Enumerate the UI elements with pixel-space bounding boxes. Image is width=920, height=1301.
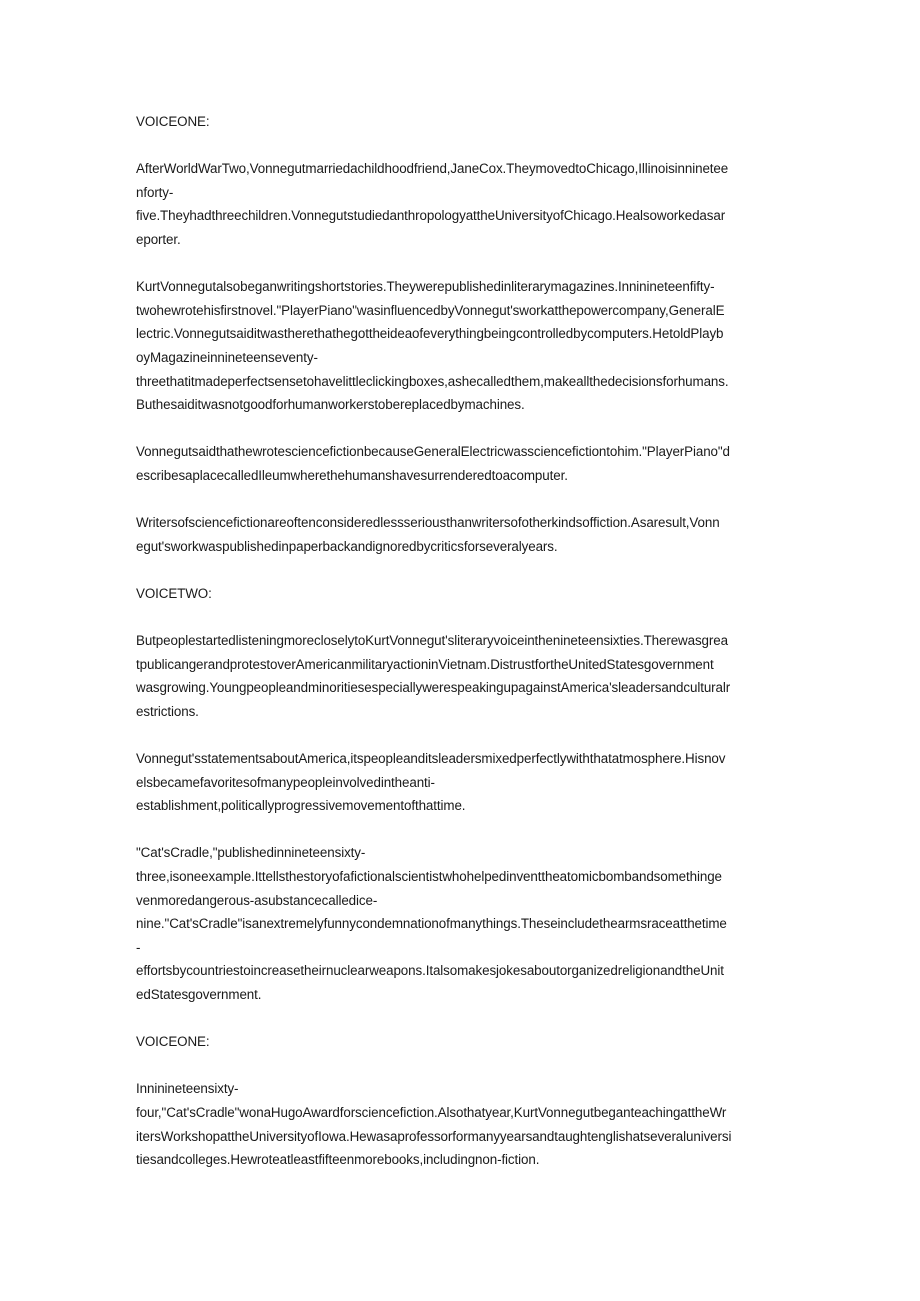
text-line: four,"Cat'sCradle"wonaHugoAwardforsciencefiction.Alsothatyear,KurtVonnegutbeganteachingattheWr [136,1104,727,1120]
text-line: Vonnegut'sstatementsaboutAmerica,itspeopleanditsleadersmixedperfectlywiththatatmosphere.Hisnov [136,751,726,767]
text-line: ButpeoplestartedlisteningmorecloselytoKurtVonnegut'sliteraryvoiceinthenineteensixties.Therewasgrea [136,633,728,649]
text-line: edStatesgovernment. [136,986,262,1002]
text-line: wasgrowing.YoungpeopleandminoritiesespeciallywerespeakingupagainstAmerica'sleadersandculturalr [136,680,731,696]
text-line: VOICEONE: [136,114,210,129]
text-line: KurtVonnegutalsobeganwritingshortstories.Theywerepublishedinliterarymagazines.Inninineteenfifty- [136,279,715,295]
text-line: - [136,939,141,955]
text-line: Inninineteensixty- [136,1081,239,1097]
speaker-heading [136,110,786,134]
paragraph [136,747,786,818]
document-page [136,110,786,1195]
text-line: VonnegutsaidthathewrotesciencefictionbecauseGeneralElectricwassciencefictiontohim."PlayerPiano"d [136,444,730,460]
text-line: VOICEONE: [136,1034,210,1050]
text-line: lectric.Vonnegutsaiditwastherethathegottheideaofeverythingbeingcontrolledbycomputers.HetoldPlayb [136,326,724,342]
paragraph [136,629,786,723]
text-line: three,isoneexample.Ittellsthestoryofafictionalscientistwhohelpedinventtheatomicbombandsomethinge [136,869,722,884]
paragraph [136,157,786,251]
paragraph [136,275,786,417]
text-line: nine."Cat'sCradle"isanextremelyfunnycondemnationofmanythings.Theseincludethearmsraceatthetime [136,916,727,932]
text-line: five.Theyhadthreechildren.VonnegutstudiedanthropologyattheUniversityofChicago.Healsoworkedasar [136,208,726,224]
paragraph [136,1077,786,1171]
text-line: eporter. [136,231,181,247]
text-line: VOICETWO: [136,585,212,601]
paragraph [136,841,786,1006]
text-line: tiesandcolleges.Hewroteatleastfifteenmorebooks,includingnon-fiction. [136,1152,540,1168]
text-line: itersWorkshopattheUniversityofIowa.Hewasaprofessorformanyyearsandtaughtenglishatseveraluniversi [136,1128,732,1144]
text-line: elsbecamefavoritesofmanypeopleinvolvedintheanti- [136,774,435,790]
text-line: escribesaplacecalledIleumwherethehumanshavesurrenderedtoacomputer. [136,467,568,483]
speaker-heading [136,1030,786,1054]
paragraph [136,440,786,487]
text-line: AfterWorldWarTwo,Vonnegutmarriedachildhoodfriend,JaneCox.TheymovedtoChicago,Illinoisinninetee [136,161,729,177]
text-line: effortsbycountriestoincreasetheirnuclearweapons.ItalsomakesjokesaboutorganizedreligionandtheUnit [136,963,724,979]
text-line: establishment,politicallyprogressivemovementofthattime. [136,798,466,814]
paragraph [136,511,786,558]
text-line: Writersofsciencefictionareoftenconsideredlessseriousthanwritersofotherkindsoffiction.Asaresult,Vonn [136,515,720,531]
text-line: estrictions. [136,703,199,719]
text-line: "Cat'sCradle,"publishedinnineteensixty- [136,845,366,861]
text-line: venmoredangerous-asubstancecalledice- [136,892,378,908]
text-line: egut'sworkwaspublishedinpaperbackandignoredbycriticsforseveralyears. [136,538,558,554]
text-line: nforty- [136,184,174,200]
text-line: Buthesaiditwasnotgoodforhumanworkerstobereplacedbymachines. [136,397,525,413]
text-line: tpublicangerandprotestoverAmericanmilitaryactioninVietnam.DistrustfortheUnitedStatesgovernment [136,656,714,672]
speaker-heading [136,582,786,606]
text-line: oyMagazineinnineteenseventy- [136,349,318,365]
text-line: twohewrotehisfirstnovel."PlayerPiano"wasinfluencedbyVonnegut'sworkatthepowercompany,GeneralE [136,302,725,318]
text-line: threethatitmadeperfectsensetohavelittleclickingboxes,ashecalledthem,makeallthedecisionsforhumans. [136,373,729,389]
